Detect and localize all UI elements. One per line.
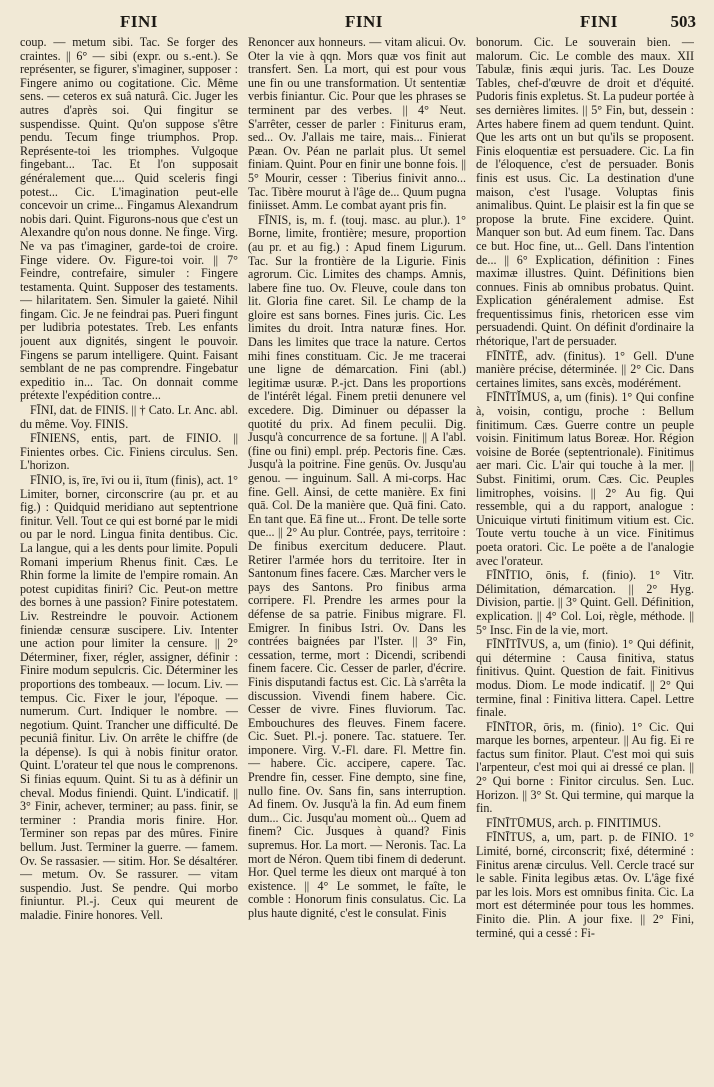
center-headword: FINI [345, 12, 383, 31]
page-number: 503 [670, 12, 696, 31]
left-headword: FINI [120, 12, 158, 31]
column-right [476, 36, 694, 1076]
entry-paragraph: FĪNIO, is, īre, īvi ou ii, ītum (finis), act. 1° Limiter, borner, circonscrire (au pr. et au fig.) : Quidquid meridiano aut septentrione finitur. Vell. Tout ce qui est borné par le midi ou par le nord. Lingua finita dentibus. Cic. La langue, qui a les dents pour limite. Populi Romani imperium Rhenus finit. Cæs. Le Rhin forme la limite de l'empire romain. An potest cupiditas finiri? Cic. Peut-on mettre des bornes à une passion? Finire potestatem. Liv. Restreindre le pouvoir. Actionem finiendæ censuræ suscipere. Liv. Intenter une action pour limiter la censure. || 2° Déterminer, fixer, régler, assigner, définir : Finire modum sepulcris. Cic. Déterminer les proportions des tombeaux. — locum. Liv. — tempus. Cic. Fixer le jour, l'époque. — numerum. Curt. Indiquer le nombre. — negotium. Quint. Trancher une difficulté. De pecuniâ finitur. Liv. On arrête le chiffre (de la dépense). Is qui à nobis finitur orator. Quint. L'orateur tel que nous le comprenons. Si finias equum. Quint. Si tu as à définir un cheval. Modus finiendi. Quint. L'indicatif. || 3° Finir, achever, terminer; au pass. finir, se terminer : Prandia moris finire. Hor. Terminer son repas par des mûres. Finire bellum. Just. Terminer la guerre. — famem. Ov. Se rassasier. — sitim. Hor. Se désaltérer. — metum. Ov. Se rassurer. — vitam suspendio. Just. Se pendre. Qui morbo finiuntur. Pl.-j. Ceux qui meurent de maladie. Finire honores. Vell. [20, 473, 238, 922]
text-columns [20, 36, 696, 1076]
right-headword: FINI [580, 12, 618, 31]
entry-paragraph: FĪNĪTŪMUS, arch. p. FINITIMUS. [486, 815, 662, 830]
entry-paragraph: bonorum. Cic. Le souverain bien. — malorum. Cic. Le comble des maux. XII Tabulæ, finis æqui juris. Tac. Les Douze Tables, chef-d'œuvre de droit et d'équité. Pudoris finis expletus. St. La pudeur portée à ses dernières limites. || 5° Fin, but, dessein : Artes habere finem ad quem tendunt. Quint. Que les arts ont un but qu'ils se proposent. Finis eloquentiæ est persuadere. Cic. La fin de l'éloquence, c'est de persuader. Bonis finis est usus. Cic. La destination d'une maison, c'est l'usage. Voluptas finis animalibus. Quint. Le plaisir est la fin que se propose la brute. Fine excidere. Quint. Manquer son but. Ad eum finem. Tac. Dans ce but. Hoc fine, ut... Gell. Dans l'intention de... || 6° Explication, définition : Fines maximæ illustres. Quint. Définitions bien connues. Finis ab omnibus probatus. Quint. Explication généralement admise. Est frequentissimus finis, rhetoricen esse vim persuadendi. Quint. On définit d'ordinaire la rhétorique, l'art de persuader. [476, 36, 694, 349]
entry-paragraph: FĪNIS, is, m. f. (touj. masc. au plur.). 1° Borne, limite, frontière; mesure, proportion (au pr. et au fig.) : Apud finem Ligurum. Tac. Sur la frontière de la Ligurie. Finis agrorum. Cic. Limites des champs. Amnis, labere fine tuo. Ov. Fleuve, coule dans ton lit. Gloria fine caret. Sil. Le champ de la gloire est sans bornes. Fines juris. Cic. Les limites du droit. Intra naturæ fines. Hor. Dans les limites que trace la nature. Certos mihi fines constituam. Cic. Je me tracerai une ligne de démarcation. Fini (abl.) legitimæ usuræ. P.-jct. Dans les proportions de l'intérêt légal. Finem pretii denunere vel excedere. Dig. Diminuer ou dépasser la quotité du prix. Ad finem peculii. Dig. Jusqu'à concurrence de sa fortune. || A l'abl. (fine ou fini) empl. prép. Pectoris fine. Cæs. Jusqu'à la poitrine. Fine genūs. Ov. Jusqu'au genou. — inguinum. Sall. A mi-corps. Hac fine. Gell. Ainsi, de cette manière. Ex fini quā. Col. De la manière que. Quā fini. Cato. En tant que. Eā fine ut... Front. De telle sorte que... || 2° Au plur. Contrée, pays, territoire : De finibus exercitum deducere. Plaut. Retirer l'armée hors du territoire. Iter in Santonum fines facere. Cæs. Marcher vers le pays des Santons. Pro finibus arma corripere. Fl. Prendre les armes pour la défense de sa patrie. Finibus migrare. Fl. Emigrer. In finibus Istri. Ov. Dans les contrées baignées par l'Ister. || 3° Fin, cessation, terme, mort : Dicendi, scribendi finem facere. Cic. Cesser de parler, d'écrire. Finis disputandi factus est. Cic. Là s'arrêta la discussion. Vivendi finem habere. Cic. Cesser de vivre. Fines fluviorum. Tac. Embouchures des fleuves. Finem facere. Cic. Suet. Pl.-j. ponere. Tac. statuere. Ter. imponere. Virg. V.-Fl. dare. Fl. Mettre fin. — habere. Cic. accipere, capere. Tac. Prendre fin, cesser. Fine dempto, sine fine, nullo fine. Ov. Sans fin, sans interruption. Ad finem. Ov. Jusqu'à la fin. Ad eum finem dum... Cic. Jusqu'au moment où... Quem ad finem? Cic. Jusques à quand? Finis supremus. Hor. La mort. — Neronis. Tac. La mort de Néron. Quem tibi finem di dederunt. Hor. Quel terme les dieux ont marqué à ton existence. || 4° Le sommet, le faîte, le comble : Honorum finis consulatus. Cic. La plus haute dignité, c'est le consulat. Finis [248, 212, 466, 920]
entry-paragraph: coup. — metum sibi. Tac. Se forger des craintes. || 6° — sibi (expr. ou s.-ent.). Se représenter, se figurer, s'imaginer, supposer : Fingere animo ou cogitatione. Cic. Même sens. — ceteros ex suâ naturâ. Cic. Juger les autres d'après soi. Qui fingitur se suspendisse. Quint. Qu'on suppose s'être pendu. Tecum finge triumphos. Prop. Représente-toi les triomphes. Vulgoque fingebant... Tac. Et l'on supposait généralement que.... Quid sceleris fingi potest... Cic. L'imagination peut-elle concevoir un crime... Fingamus Alexandrum nobis dari. Quint. Figurons-nous que c'est un Alexandre qu'on nous donne. Ne finge. Virg. Ne va pas t'imaginer, garde-toi de croire. Finge videre. Ov. Figure-toi voir. || 7° Feindre, contrefaire, simuler : Fingere testamenta. Quint. Supposer des testaments. — hilaritatem. Sen. Simuler la gaieté. Nihil fingam. Cic. Je ne feindrai pas. Pueri fingunt per ludibria potestates. Treb. Les enfants jouent aux dignités, singent le pouvoir. Fingens se parum intelligere. Quint. Faisant semblant de ne pas comprendre. Fingebatur expeditio in... Tac. On donnait comme prétexte l'expédition contre... [20, 36, 238, 403]
entry-paragraph: FĪNĪTIO, ōnis, f. (finio). 1° Vitr. Délimitation, démarcation. || 2° Hyg. Division, partie. || 3° Quint. Gell. Définition, explication. || 4° Col. Loi, règle, méthode. || 5° Insc. Fin de la vie, mort. [476, 568, 694, 637]
column-middle [248, 36, 466, 1076]
entry-paragraph: Renoncer aux honneurs. — vitam alicui. Ov. Oter la vie à qqn. Mors quæ vos finit aut transfert. Sen. La mort, qui est pour vous une fin ou une transformation. Ut sententiæ verbis finiantur. Cic. Pour que les phrases se terminent par des verbes. || 4° Neut. S'arrêter, cesser de parler : Finiturus eram, sed... Ov. J'allais me taire, mais... Finierat Pæan. Ov. Péan ne parlait plus. Ut semel finiam. Quint. Pour en finir une bonne fois. || 5° Mourir, cesser : Tiberius finivit anno... Tac. Tibère mourut à l'âge de... Quum pugna finiisset. Amm. Le combat ayant pris fin. [248, 36, 466, 213]
running-header [20, 10, 696, 34]
entry-paragraph: FĪNĪTUS, a, um, part. p. de FINIO. 1° Limité, borné, circonscrit; fixé, déterminé : Finitus arenæ circulus. Vell. Cercle tracé sur le sable. Finita legibus ætas. Ov. L'âge fixé par les lois. Mors est omnibus finita. Cic. La mort est déterminée pour tous les hommes. Finito die. Plin. A jour fixe. || 2° Fini, terminé, qui a cessé : Fi- [476, 830, 694, 940]
entry-paragraph: FĪNĪTOR, ōris, m. (finio). 1° Cic. Qui marque les bornes, arpenteur. || Au fig. Ei re factus sum finitor. Plaut. C'est moi qui suis l'arpenteur, c'est moi qui ai dressé ce plan. || 2° Qui borne : Finitor circulus. Sen. Luc. Horizon. || 3° St. Qui termine, qui marque la fin. [476, 719, 694, 816]
entry-paragraph: FĪNĪTĒ, adv. (finitus). 1° Gell. D'une manière précise, déterminée. || 2° Cic. Dans certaines limites, sans excès, modérément. [476, 348, 694, 390]
entry-paragraph: FĪNI, dat. de FINIS. || † Cato. Lr. Anc. abl. du même. Voy. FINIS. [20, 403, 238, 431]
entry-paragraph: FĪNIENS, entis, part. de FINIO. || Finientes orbes. Cic. Finiens circulus. Sen. L'horizon. [20, 431, 238, 473]
column-left [20, 36, 238, 1076]
entry-paragraph: FĪNĪTĪVUS, a, um (finio). 1° Qui définit, qui détermine : Causa finitiva, status finitivus. Quint. Question de fait. Finitivus modus. Diom. Le mode indicatif. || 2° Qui termine, final : Finitiva littera. Capel. Lettre finale. [476, 637, 694, 720]
entry-paragraph: FĪNĪTĬMUS, a, um (finis). 1° Qui confine à, voisin, contigu, proche : Bellum finitimum. Cæs. Guerre contre un peuple voisin. Finitimum latus Boreæ. Hor. Région voisine de Borée (septentrionale). Finitimus aer mari. Cic. L'air qui touche à la mer. || Subst. Finitimi, orum. Cæs. Cic. Peuples limitrophes, voisins. || 2° Au fig. Qui ressemble, qui a du rapport, analogue : Unicuique virtuti finitimum vitium est. Cic. Toute vertu touche à un vice. Finitimus poeta oratori. Cic. Le poëte a de l'analogie avec l'orateur. [476, 390, 694, 568]
